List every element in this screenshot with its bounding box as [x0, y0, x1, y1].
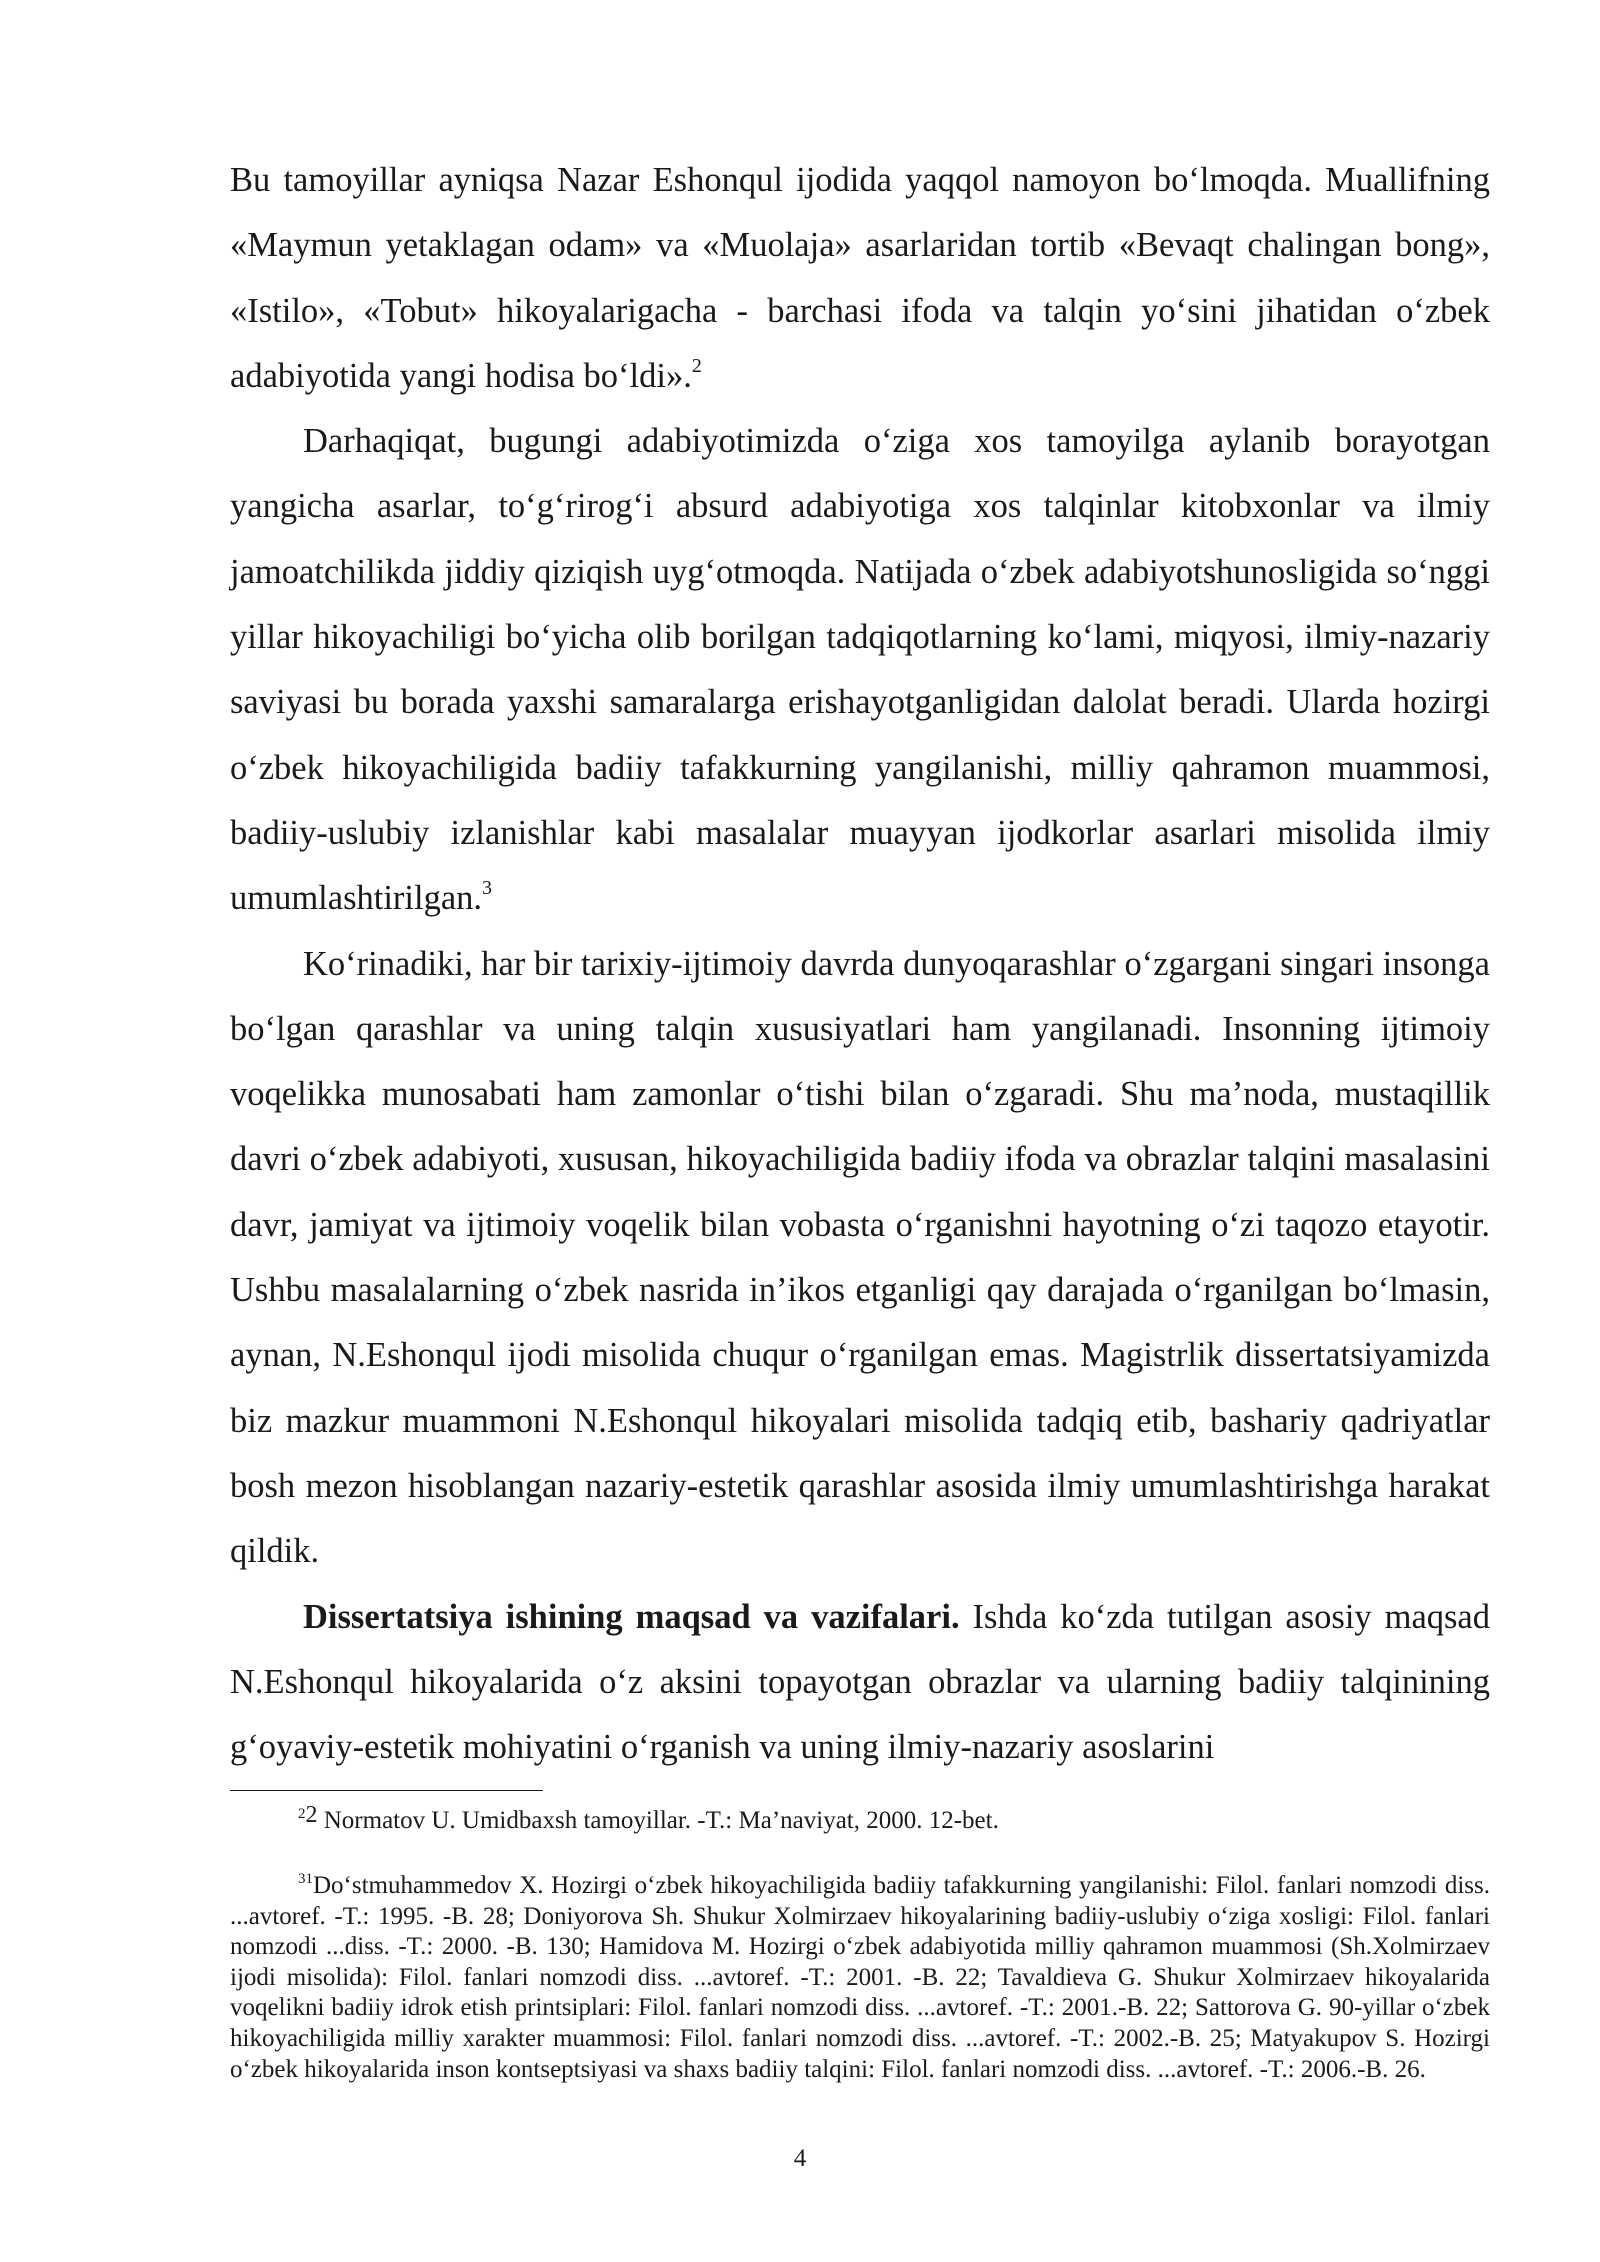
paragraph-1-text: Bu tamoyillar ayniqsa Nazar Eshonqul ijodida yaqqol namoyon bo‘lmoqda. Muallifning «Maymun yetaklagan odam» va «Muolaja» asarlaridan tortib «Bevaqt chalingan bong», «Istilo», «Tobut» hikoyalarigacha - barchasi ifoda va talqin yo‘sini jihatidan o‘zbek adabiyotida yangi hodisa bo‘ldi».: [230, 161, 1490, 395]
paragraph-1: [230, 148, 1490, 409]
footnote-2-text: [230, 1802, 1490, 1837]
footnote-3: [230, 1871, 1490, 2085]
footnote-2-body: Normatov U. Umidbaxsh tamoyillar. -T.: Ma’naviyat, 2000. 12-bet.: [317, 1807, 999, 1834]
footnote-3-body: Do‘stmuhammedov X. Hozirgi o‘zbek hikoyachiligida badiiy tafakkurning yangilanishi: Filol. fanlari nomzodi diss. ...avtoref. -T.: 1995. -B. 28; Doniyorova Sh. Shukur Xolmirzaev hikoyalarining badiiy-uslubiy o‘ziga xosligi: Filol. fanlari nomzodi ...diss. -T.: 2000. -B. 130; Hamidova M. Hozirgi o‘zbek adabiyotida milliy qahramon muammosi (Sh.Xolmirzaev ijodi misolida): Filol. fanlari nomzodi diss. ...avtoref. -T.: 2001. -B. 22; Tavaldieva G. Shukur Xolmirzaev hikoyalarida voqelikni badiiy idrok etish printsiplari: Filol. fanlari nomzodi diss. ...avtoref. -T.: 2001.-B. 22; Sattorova G. 90-yillar o‘zbek hikoyachiligida milliy xarakter muammosi: Filol. fanlari nomzodi diss. ...avtoref. -T.: 2002.-B. 25; Matyakupov S. Hozirgi o‘zbek hikoyalarida inson kontseptsiyasi va shaxs badiiy talqini: Filol. fanlari nomzodi diss. ...avtoref. -T.: 2006.-B. 26.: [230, 1872, 1490, 2083]
paragraph-3: [230, 932, 1490, 1585]
footnote-separator: [230, 1790, 543, 1791]
paragraph-4: [230, 1585, 1490, 1781]
footnote-2: [230, 1802, 1490, 1837]
page-number: 4: [793, 2145, 807, 2172]
paragraph-3-text: Ko‘rinadiki, har bir tarixiy-ijtimoiy davrda dunyoqarashlar o‘zgargani singari insonga bo‘lgan qarashlar va uning talqin xususiyatlari ham yangilanadi. Insonning ijtimoiy voqelikka munosabati ham zamonlar o‘tishi bilan o‘zgaradi. Shu ma’noda, mustaqillik davri o‘zbek adabiyoti, xususan, hikoyachiligida badiiy ifoda va obrazlar talqini masalasini davr, jamiyat va ijtimoiy voqelik bilan vobasta o‘rganishni hayotning o‘zi taqozo etayotir. Ushbu masalalarning o‘zbek nasrida in’ikos etganligi qay darajada o‘rganilgan bo‘lmasin, aynan, N.Eshonqul ijodi misolida chuqur o‘rganilgan emas. Magistrlik dissertatsiyamizda biz mazkur muammoni N.Eshonqul hikoyalari misolida tadqiq etib, bashariy qadriyatlar bosh mezon hisoblangan nazariy-estetik qarashlar asosida ilmiy umumlashtirishga harakat qildik.: [230, 944, 1490, 1571]
paragraph-2-text: Darhaqiqat, bugungi adabiyotimizda o‘ziga xos tamoyilga aylanib borayotgan yangicha asarlar, to‘g‘rirog‘i absurd adabiyotiga xos talqinlar kitobxonlar va ilmiy jamoatchilikda jiddiy qiziqish uyg‘otmoqda. Natijada o‘zbek adabiyotshunosligida so‘nggi yillar hikoyachiligi bo‘yicha olib borilgan tadqiqotlarning ko‘lami, miqyosi, ilmiy-nazariy saviyasi bu borada yaxshi samaralarga erishayotganligidan dalolat beradi. Ularda hozirgi o‘zbek hikoyachiligida badiiy tafakkurning yangilanishi, milliy qahramon muammosi, badiiy-uslubiy izlanishlar kabi masalalar muayyan ijodkorlar asarlari misolida ilmiy umumlashtirilgan.: [230, 422, 1490, 918]
footnote-ref-3[interactable]: 3: [482, 877, 493, 900]
footnote-2-marker: 2: [305, 1802, 318, 1828]
paragraph-4-text: Ishda ko‘zda tutilgan asosiy maqsad N.Eshonqul hikoyalarida o‘z aksini topayotgan obrazlar va ularning badiiy talqinining g‘oyaviy-estetik mohiyatini o‘rganish va uning ilmiy-nazariy asoslarini: [230, 1597, 1490, 1767]
paragraph-2: [230, 409, 1490, 931]
footnote-3-text: [230, 1871, 1490, 2085]
section-heading-inline: Dissertatsiya ishining maqsad va vazifalari.: [303, 1597, 960, 1636]
footnote-2-marker-small: 2: [298, 1806, 306, 1822]
footnote-3-marker: 31: [298, 1871, 313, 1887]
footnote-ref-2[interactable]: 2: [691, 354, 702, 377]
main-text: [230, 148, 1490, 1780]
